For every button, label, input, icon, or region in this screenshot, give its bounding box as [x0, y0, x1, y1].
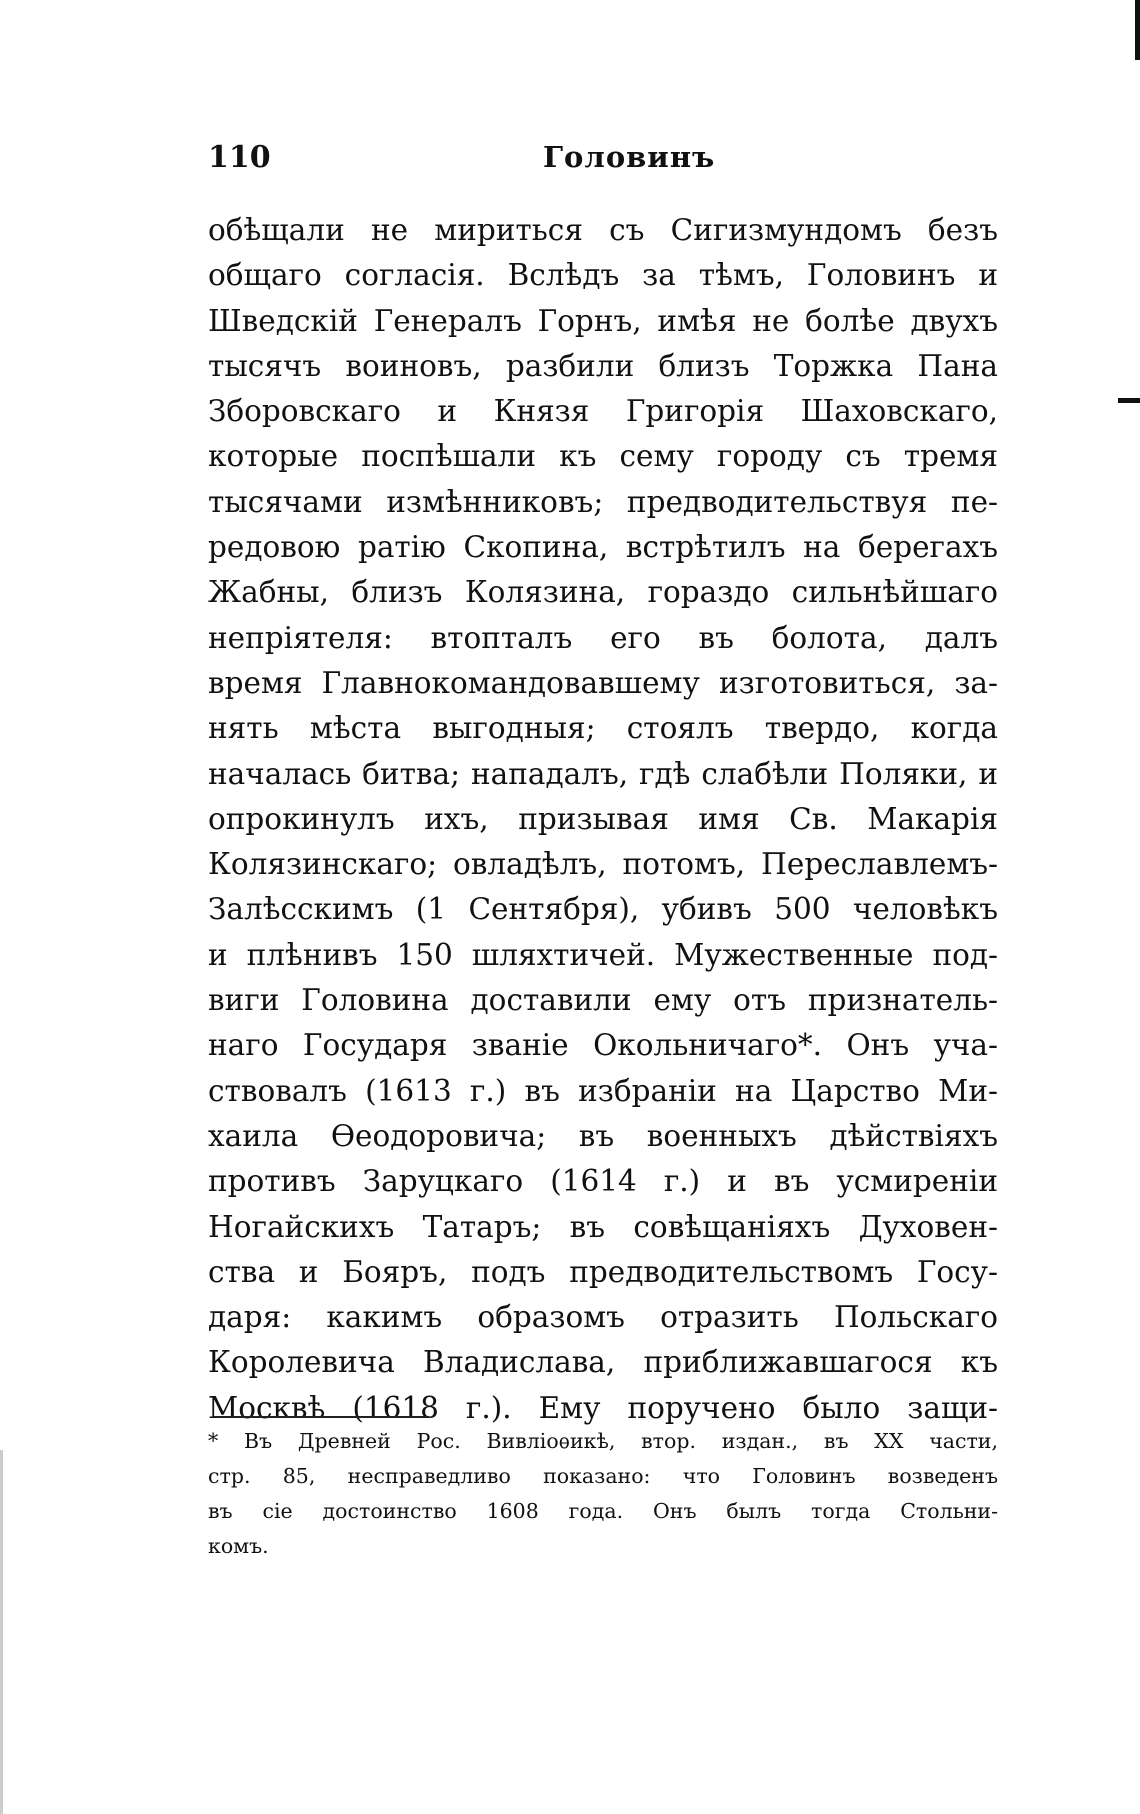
text-line: Зборовскаго и Князя Григорія Шаховскаго, — [208, 394, 998, 429]
text-line: даря: какимъ образомъ отразить Польскаго — [208, 1300, 998, 1335]
text-line: наго Государя званіе Окольничаго*. Онъ уча- — [208, 1028, 998, 1063]
page-number: 110 — [208, 140, 271, 175]
text-line: и плѣнивъ 150 шляхтичей. Мужественные под- — [208, 937, 998, 972]
text-line: Залѣсскимъ (1 Сентября), убивъ 500 человѣкъ — [208, 892, 998, 927]
running-head: Головинъ — [543, 140, 716, 174]
text-line: которые поспѣшали къ сему городу съ тремя — [208, 439, 998, 474]
text-line: опрокинулъ ихъ, призывая имя Св. Макарія — [208, 801, 998, 836]
text-line: ствовалъ (1613 г.) въ избраніи на Царство Ми- — [208, 1073, 998, 1108]
footnote-line: комъ. — [208, 1534, 269, 1558]
text-line: Москвѣ (1618 г.). Ему поручено было защи- — [208, 1390, 998, 1425]
scan-edge-line — [1135, 0, 1140, 60]
scan-left-edge — [0, 1450, 3, 1814]
text-line: Колязинскаго; овладѣлъ, потомъ, Переславлемъ- — [208, 847, 998, 882]
footnote-line: * Въ Древней Рос. Вивліоѳикѣ, втор. издан., въ XX части, — [208, 1429, 998, 1453]
text-line: тысячъ воиновъ, разбили близъ Торжка Пана — [208, 348, 998, 383]
text-line: началась битва; нападалъ, гдѣ слабѣли Поляки, и — [208, 756, 998, 791]
body-text — [208, 208, 998, 1431]
text-line: обѣщали не мириться съ Сигизмундомъ безъ — [208, 213, 998, 247]
text-line: тысячами измѣнниковъ; предводительствуя пе- — [208, 484, 998, 519]
page-header — [208, 140, 998, 190]
text-line: время Главнокомандовавшему изготовиться, за- — [208, 665, 998, 700]
text-line: Жабны, близъ Колязина, гораздо сильнѣйшаго — [208, 575, 998, 610]
footnote-rule — [214, 1416, 429, 1418]
footnote-line: въ сіе достоинство 1608 года. Онъ былъ тогда Стольни- — [208, 1499, 998, 1523]
footnote — [208, 1424, 998, 1564]
text-line: Шведскій Генералъ Горнъ, имѣя не болѣе двухъ — [208, 303, 998, 338]
text-line: непріятеля: втопталъ его въ болота, далъ — [208, 620, 998, 655]
scan-edge-mark — [1118, 398, 1140, 403]
text-line: общаго согласія. Вслѣдъ за тѣмъ, Головинъ и — [208, 258, 998, 293]
text-line: редовою ратію Скопина, встрѣтилъ на берегахъ — [208, 530, 998, 565]
text-line: ства и Бояръ, подъ предводительствомъ Госу- — [208, 1254, 998, 1289]
text-line: противъ Заруцкаго (1614 г.) и въ усмиреніи — [208, 1164, 998, 1199]
text-line: нять мѣста выгодныя; стоялъ твердо, когда — [208, 711, 998, 746]
text-line: Ногайскихъ Татаръ; въ совѣщаніяхъ Духовен- — [208, 1209, 998, 1244]
text-line: виги Головина доставили ему отъ признатель- — [208, 983, 998, 1018]
footnote-line: стр. 85, несправедливо показано: что Головинъ возведенъ — [208, 1464, 998, 1488]
text-line: Королевича Владислава, приближавшагося къ — [208, 1345, 998, 1380]
text-line: хаила Ѳеодоровича; въ военныхъ дѣйствіяхъ — [208, 1118, 998, 1153]
